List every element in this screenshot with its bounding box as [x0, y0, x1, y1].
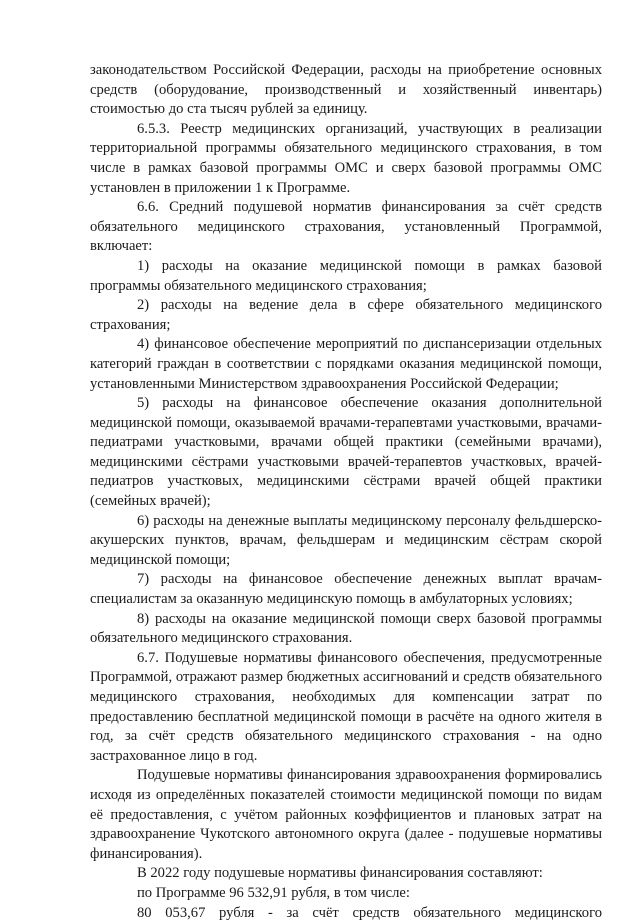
paragraph-per-capita-norms: Подушевые нормативы финансирования здравоохранения формировались исходя из определённых показателей стоимости медицинской помощи по видам её предоставления, с учётом районных коэффициентов и плановых затрат на здравоохранение Чукотского автономного округа (далее - подушевые нормативы финансирования).	[90, 767, 602, 862]
paragraph-6-5-3: 6.5.3. Реестр медицинских организаций, участвующих в реализации территориальной программы обязательного медицинского страхования, в том числе в рамках базовой программы ОМС и сверх базовой программы ОМС установлен в приложении 1 к Программе.	[90, 120, 602, 196]
list-item-5: 5) расходы на финансовое обеспечение оказания дополнительной медицинской помощи, оказываемой врачами-терапевтами участковыми, врачами-педиатрами участковыми, врачами общей практики (семейными врачами), медицинскими сёстрами участковыми врачей-терапевтов участковых, врачей-педиатров участковых, медицинскими сёстрами врачей общей практики (семейных врачей);	[90, 395, 602, 510]
paragraph-oms-amount: 80 053,67 рубля - за счёт средств обязательного медицинского	[137, 904, 602, 921]
list-item-7: 7) расходы на финансовое обеспечение денежных выплат врачам-специалистам за оказанную медицинскую помощь в амбулаторных условиях;	[90, 571, 602, 608]
list-item-2: 2) расходы на ведение дела в сфере обязательного медицинского страхования;	[90, 297, 602, 333]
paragraph-2022-norms: В 2022 году подушевые нормативы финансирования составляют:	[137, 865, 543, 882]
list-item-6: 6) расходы на денежные выплаты медицинскому персоналу фельдшерско-акушерских пунктов, врачам, фельдшерам и медицинским сёстрам скорой медицинской помощи;	[90, 512, 602, 568]
list-item-1: 1) расходы на оказание медицинской помощи в рамках базовой программы обязательного медицинского страхования;	[90, 257, 602, 294]
paragraph-6-7: 6.7. Подушевые нормативы финансового обеспечения, предусмотренные Программой, отражают размер бюджетных ассигнований и средств обязательного медицинского страхования, необходимых для компенсации затрат по предоставлению бесплатной медицинской помощи в расчёте на одного жителя в год, за счёт средств обязательного медицинского страхования - на одно застрахованное лицо в год.	[90, 649, 602, 764]
paragraph-6-6: 6.6. Средний подушевой норматив финансирования за счёт средств обязательного медицинского страхования, установленный Программой, включает:	[90, 199, 602, 255]
list-item-4: 4) финансовое обеспечение мероприятий по диспансеризации отдельных категорий граждан в соответствии с порядками оказания медицинской помощи, установленными Министерством здравоохранения Российской Федерации;	[90, 336, 602, 392]
list-item-8: 8) расходы на оказание медицинской помощи сверх базовой программы обязательного медицинского страхования.	[90, 610, 602, 647]
paragraph-continuation: законодательством Российской Федерации, расходы на приобретение основных средств (оборудование, производственный и хозяйственный инвентарь) стоимостью до ста тысяч рублей за единицу.	[90, 62, 602, 118]
document-body	[90, 61, 602, 923]
paragraph-program-total: по Программе 96 532,91 рубля, в том числе:	[137, 884, 410, 901]
